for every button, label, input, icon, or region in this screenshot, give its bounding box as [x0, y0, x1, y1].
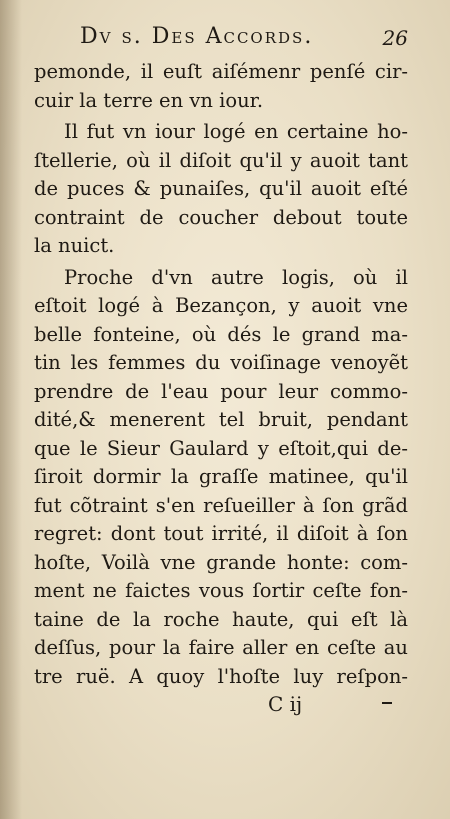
text-line: de puces & punaiſes, qu'il auoit eſté	[34, 177, 408, 200]
text-line: prendre de l'eau pour leur commo-	[34, 379, 408, 403]
catchword-dash	[382, 702, 392, 704]
text-line: tin les femmes du voiſinage venoyẽt	[34, 351, 408, 374]
text-line: deſſus, pour la faire aller en ceſte au	[34, 636, 408, 659]
text-line: taine de la roche haute, qui eſt là	[34, 607, 408, 631]
text-line: la nuict.	[34, 234, 115, 257]
page-number: 26	[382, 26, 408, 50]
running-head	[34, 24, 410, 56]
text-line: belle fonteine, où dés le grand ma-	[34, 322, 408, 346]
text-line: hoſte, Voilà vne grande honte: com-	[34, 550, 408, 574]
text-line: cuir la terre en vn iour.	[34, 88, 264, 112]
text-block	[34, 24, 410, 691]
text-line: ſtellerie, où il diſoit qu'il y auoit tant	[34, 148, 408, 172]
text-line: regret: dont tout irrité, il diſoit à ſon	[34, 522, 408, 545]
text-line: que le Sieur Gaulard y eſtoit,qui de-	[34, 436, 408, 460]
text-line: fut cõtraint s'en reſueiller à ſon grãd	[34, 493, 408, 517]
text-line: ſiroit dormir la graſſe matinee, qu'il	[34, 465, 408, 488]
text-line: pemonde, il euſt aiſémenr penſé cir-	[34, 60, 408, 83]
text-line: tre ruë. A quoy l'hoſte luy reſpon-	[34, 664, 408, 688]
text-line: contraint de coucher debout toute	[34, 205, 408, 229]
gutter-shadow	[0, 0, 22, 819]
text-line: ment ne faictes vous ſortir ceſte fon-	[34, 579, 408, 602]
text-line: dité,& menerent tel bruit, pendant	[34, 408, 408, 431]
text-line: Proche d'vn autre logis, où il	[64, 265, 408, 289]
signature-mark: C ij	[268, 692, 303, 716]
running-head-title: Dv s. Des Accords.	[80, 24, 314, 49]
text-line: Il fut vn iour logé en certaine ho-	[64, 120, 408, 143]
text-line: eſtoit logé à Bezançon, y auoit vne	[34, 294, 408, 317]
